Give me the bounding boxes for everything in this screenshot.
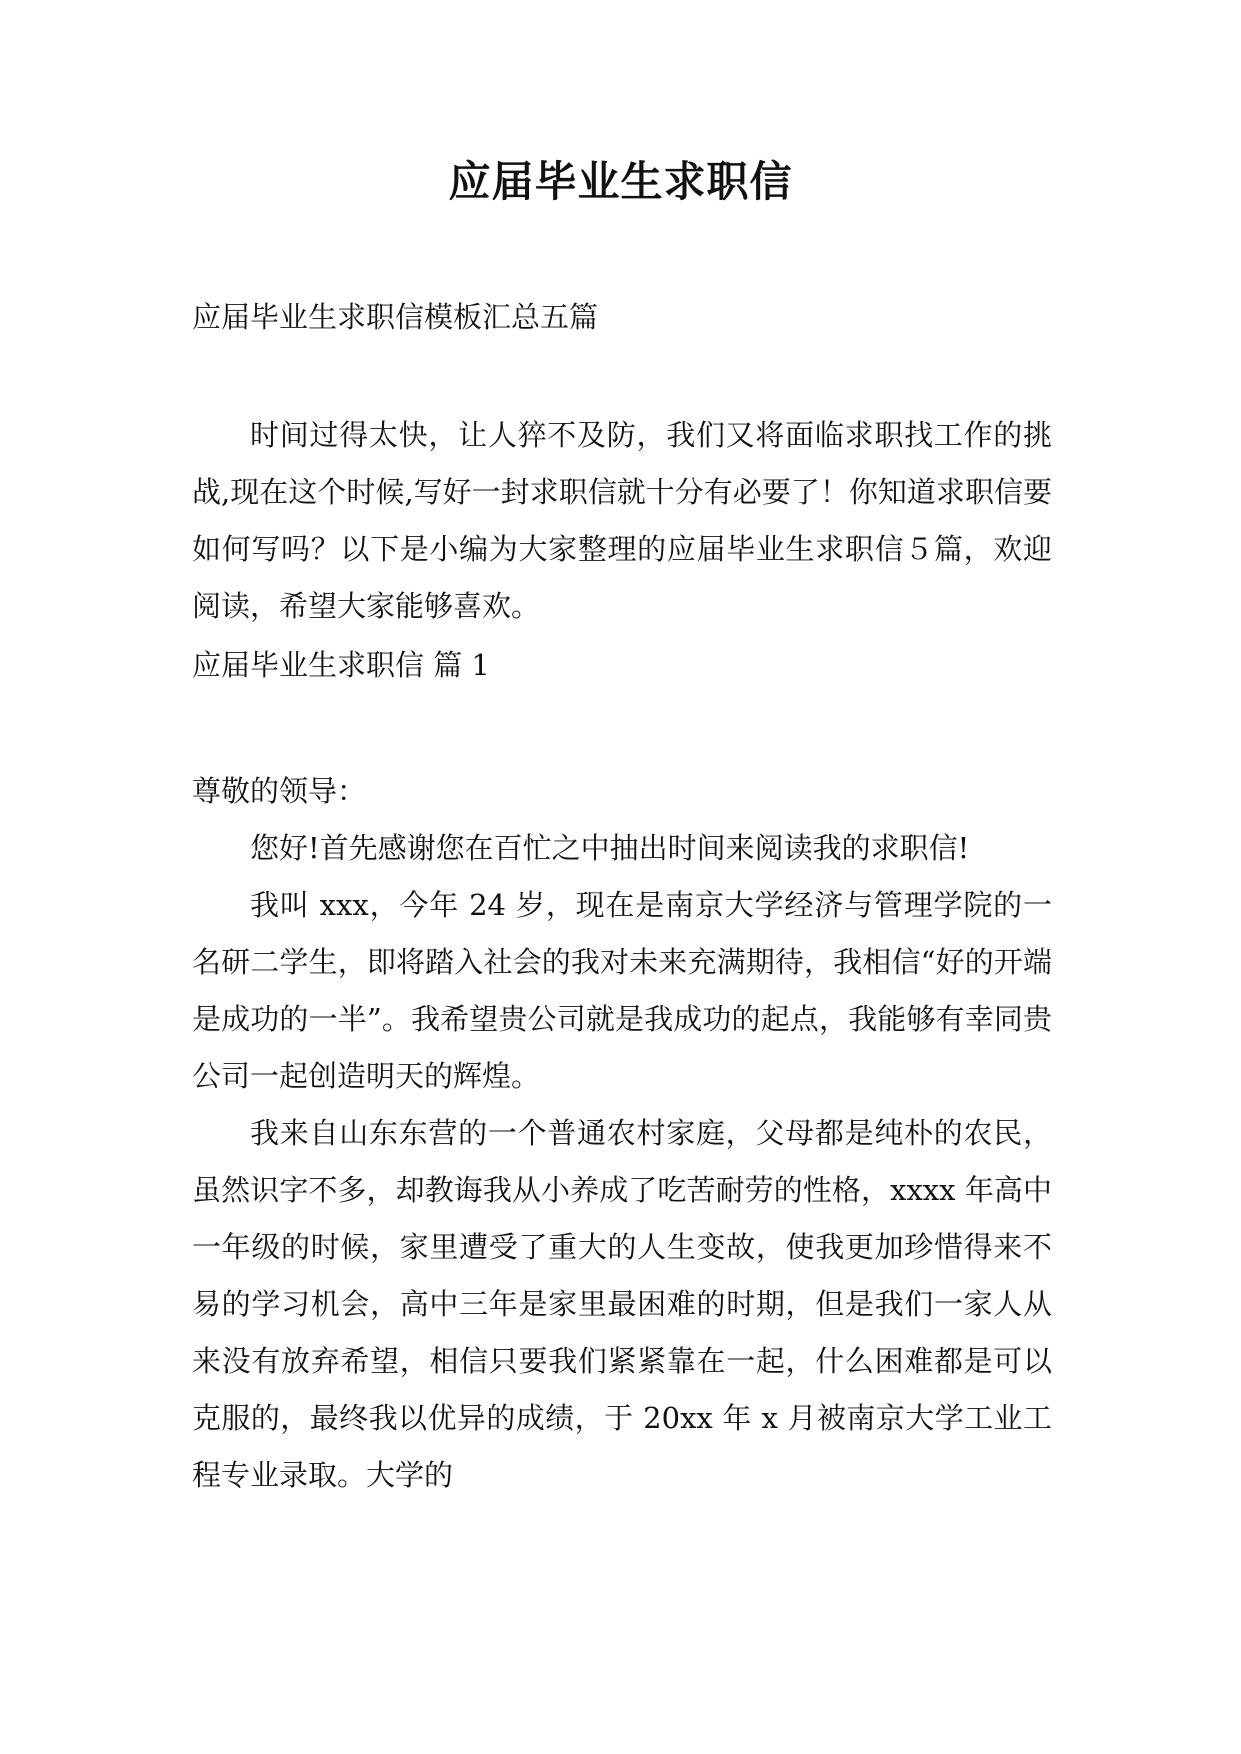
document-subtitle: 应届毕业生求职信模板汇总五篇 xyxy=(192,300,599,334)
letter-body xyxy=(192,820,1052,1504)
intro-paragraph: 时间过得太快，让人猝不及防，我们又将面临求职找工作的挑战,现在这个时候,写好一封求职信就十分有必要了！你知道求职信要如何写吗？以下是小编为大家整理的应届毕业生求职信５篇，欢迎阅读，希望大家能够喜欢。 xyxy=(192,418,1052,623)
salutation: 尊敬的领导： xyxy=(192,774,367,808)
intro-section xyxy=(192,407,1052,635)
body-paragraph: 您好!首先感谢您在百忙之中抽出时间来阅读我的求职信! xyxy=(250,831,970,865)
body-paragraph: 我叫 xxx，今年 24 岁，现在是南京大学经济与管理学院的一名研二学生，即将踏入社会的我对未来充满期待，我相信“好的开端是成功的一半”。我希望贵公司就是我成功的起点，我能够有幸同贵公司一起创造明天的辉煌。 xyxy=(192,888,1052,1093)
body-paragraph: 我来自山东东营的一个普通农村家庭，父母都是纯朴的农民，虽然识字不多，却教诲我从小养成了吃苦耐劳的性格，xxxx 年高中一年级的时候，家里遭受了重大的人生变故，使我更加珍惜得来不易的学习机会，高中三年是家里最困难的时期，但是我们一家人从来没有放弃希望，相信只要我们紧紧靠在一起，什么困难都是可以克服的，最终我以优异的成绩，于 20xx 年 x 月被南京大学工业工程专业录取。大学的 xyxy=(192,1116,1052,1492)
section-heading: 应届毕业生求职信 篇 1 xyxy=(192,648,490,682)
document-title: 应届毕业生求职信 xyxy=(448,157,793,206)
